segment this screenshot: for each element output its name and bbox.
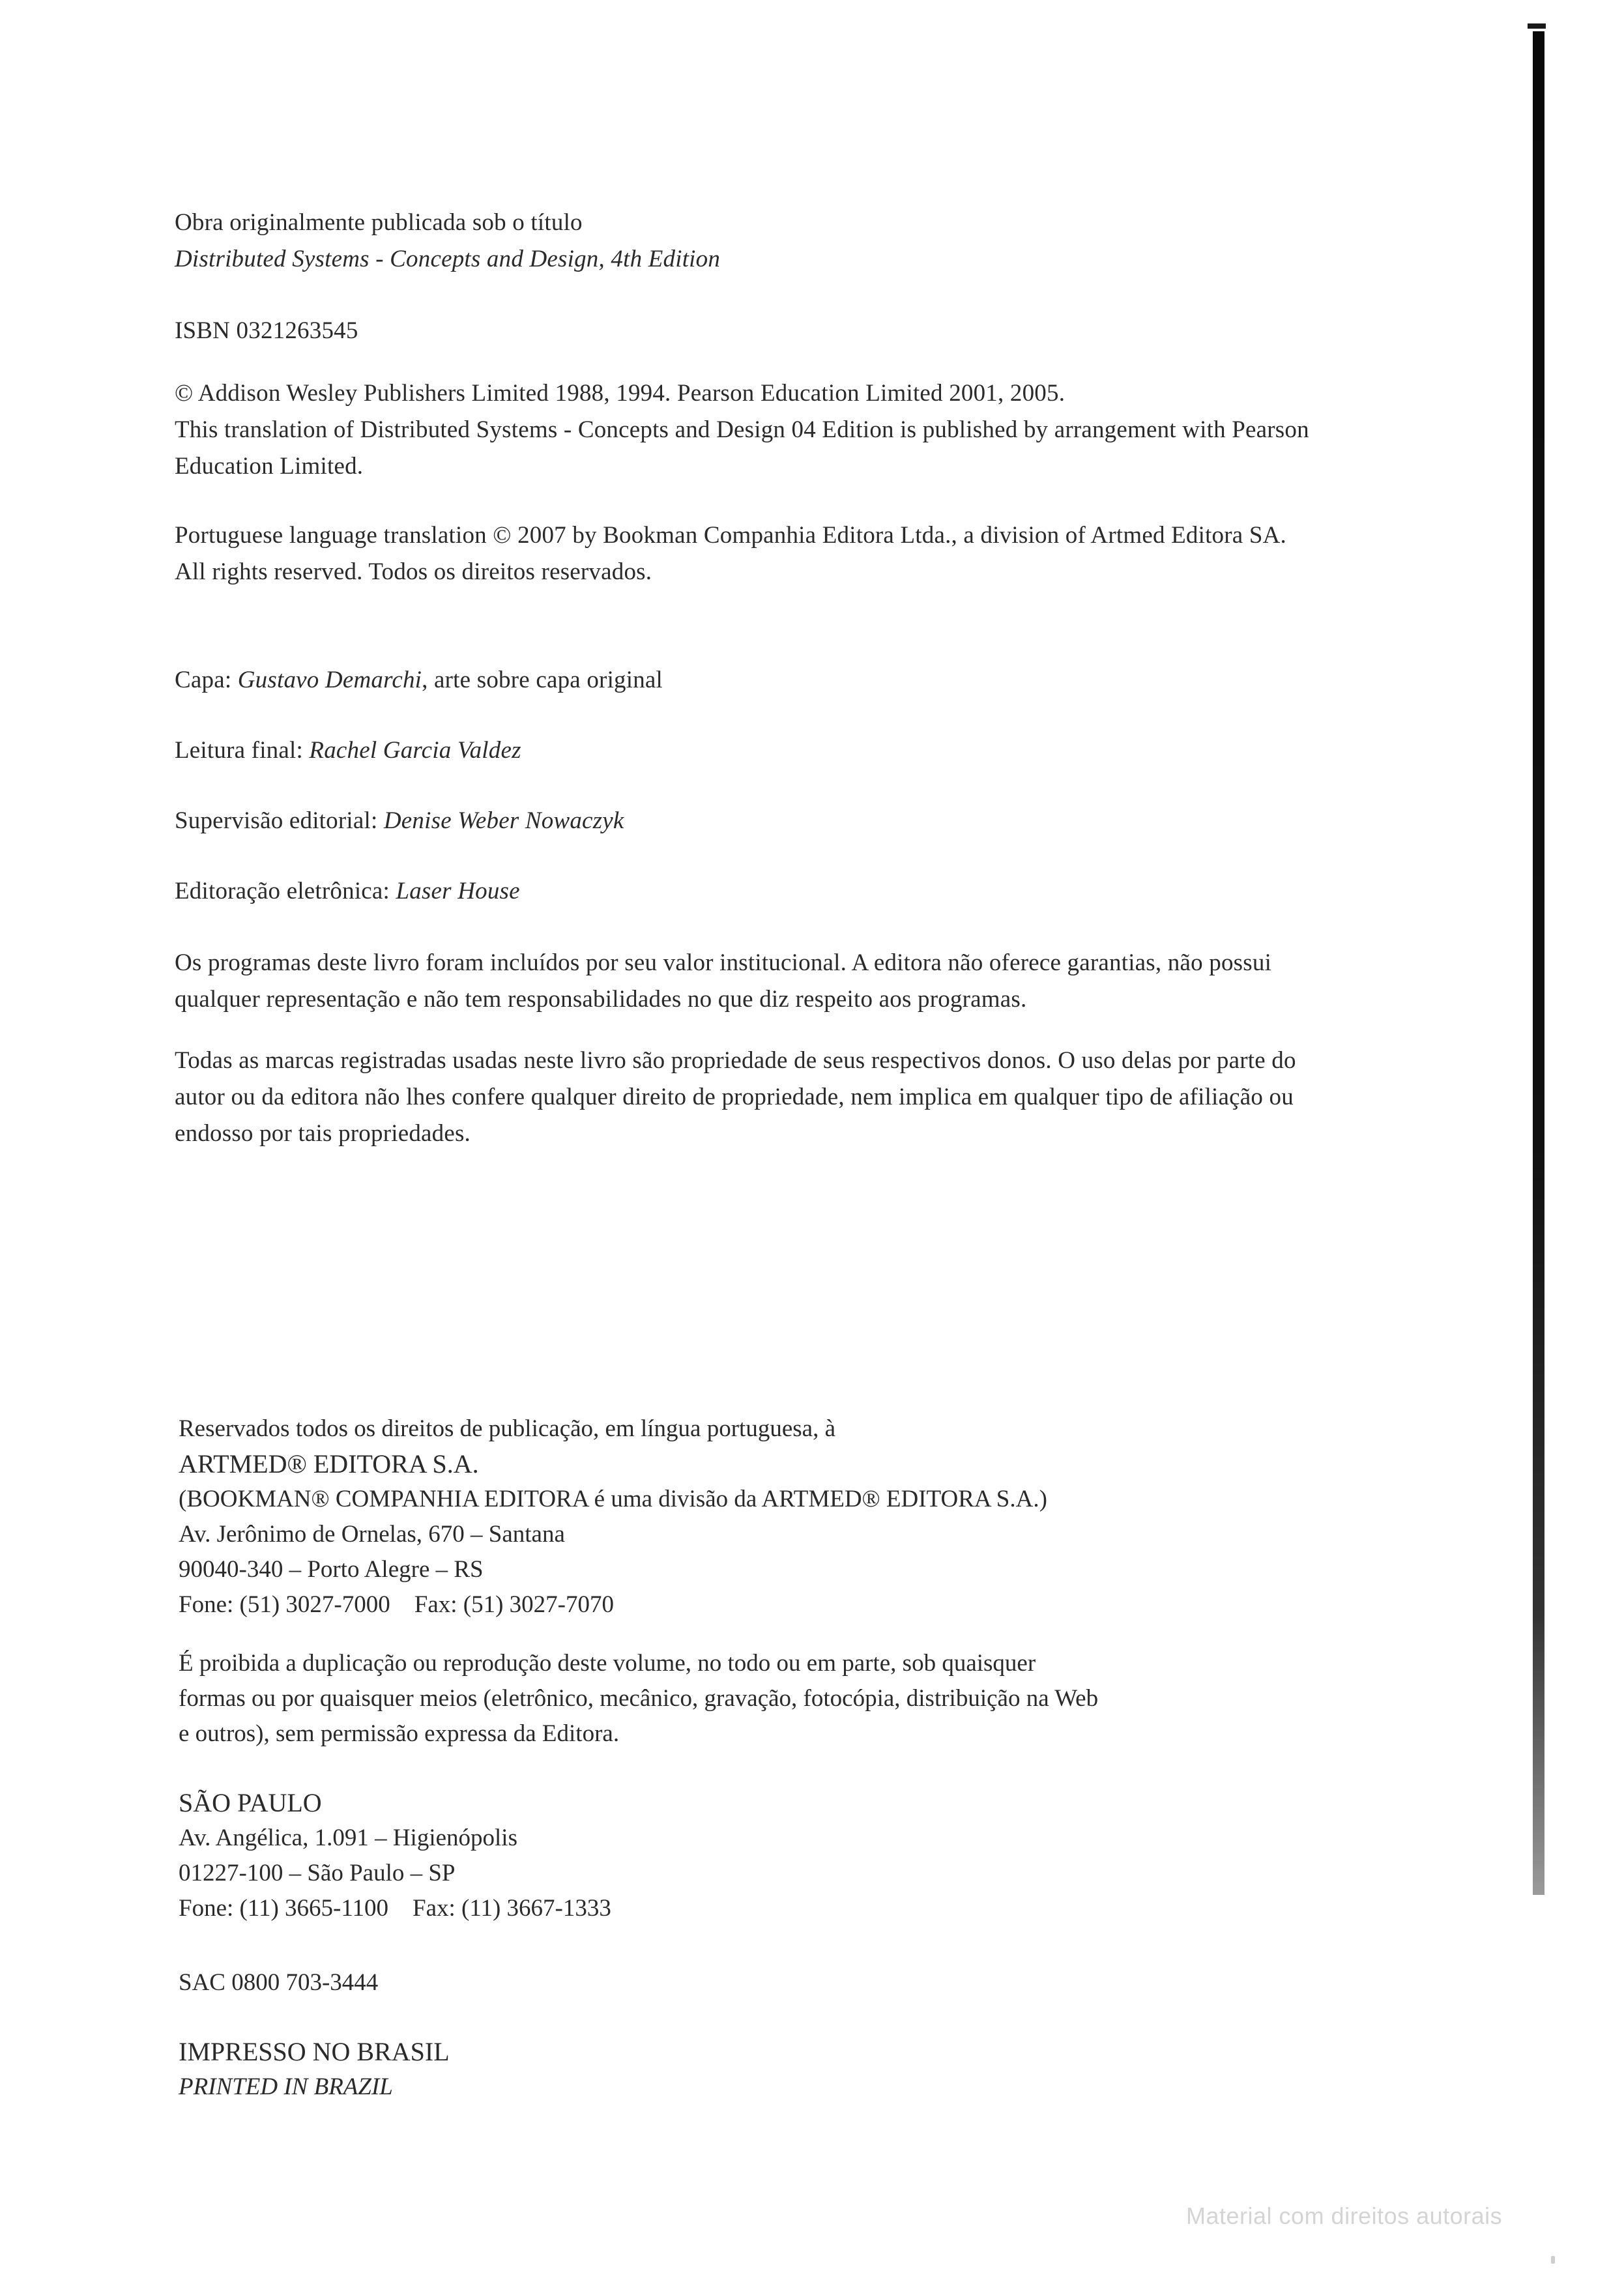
trademarks-block xyxy=(175,1043,1517,1152)
sao-paulo-line-3: 01227-100 – São Paulo – SP xyxy=(179,1860,456,1886)
original-title-name: Distributed Systems - Concepts and Design, 4th Edition xyxy=(175,246,721,272)
publisher-line-6: Fone: (51) 3027-7000 Fax: (51) 3027-7070 xyxy=(179,1591,614,1618)
credit-leitura-name: Rachel Garcia Valdez xyxy=(309,737,521,764)
copyright-line-2: This translation of Distributed Systems - Concepts and Design 04 Edition is published by arrangement with Pearson xyxy=(175,416,1309,443)
prohibition-line-1: É proibida a duplicação ou reprodução deste volume, no todo ou em parte, sob quaisquer xyxy=(179,1650,1036,1677)
original-title-block xyxy=(175,205,1517,278)
trademarks-line-1: Todas as marcas registradas usadas neste livro são propriedade de seus respectivos donos. O uso delas por parte do xyxy=(175,1047,1296,1074)
credit-supervisao-label: Supervisão editorial: xyxy=(175,807,384,834)
copyright-line-1: © Addison Wesley Publishers Limited 1988, 1994. Pearson Education Limited 2001, 2005. xyxy=(175,380,1066,407)
isbn: ISBN 0321263545 xyxy=(175,317,358,344)
credit-capa xyxy=(175,662,1517,699)
translation-line-1: Portuguese language translation © 2007 by Bookman Companhia Editora Ltda., a division of Artmed Editora SA. xyxy=(175,522,1287,549)
publisher-line-1: Reservados todos os direitos de publicação, em língua portuguesa, à xyxy=(179,1415,835,1442)
printed-line-1: IMPRESSO NO BRASIL xyxy=(179,2037,450,2066)
publisher-line-4: Av. Jerônimo de Ornelas, 670 – Santana xyxy=(179,1521,565,1548)
sao-paulo-line-2: Av. Angélica, 1.091 – Higienópolis xyxy=(179,1825,517,1851)
credit-editoracao-label: Editoração eletrônica: xyxy=(175,878,396,904)
copyright-watermark: Material com direitos autorais xyxy=(1186,2202,1503,2229)
sac-block xyxy=(179,1965,1352,2000)
credit-capa-label: Capa: xyxy=(175,667,238,693)
credit-capa-rest: , arte sobre capa original xyxy=(422,667,663,693)
publisher-block xyxy=(179,1411,1352,1623)
credit-leitura xyxy=(175,732,1517,769)
credit-capa-name: Gustavo Demarchi xyxy=(237,667,422,693)
copyright-block xyxy=(175,375,1517,485)
translation-line-2: All rights reserved. Todos os direitos reservados. xyxy=(175,558,652,585)
credit-leitura-label: Leitura final: xyxy=(175,737,310,764)
sao-paulo-line-4: Fone: (11) 3665-1100 Fax: (11) 3667-1333 xyxy=(179,1895,611,1922)
isbn-block xyxy=(175,313,1517,349)
prohibition-line-2: formas ou por quaisquer meios (eletrônico, mecânico, gravação, fotocópia, distribuição na Web xyxy=(179,1685,1099,1712)
publisher-line-3: (BOOKMAN® COMPANHIA EDITORA é uma divisão da ARTMED® EDITORA S.A.) xyxy=(179,1486,1047,1512)
printed-line-2: PRINTED IN BRAZIL xyxy=(179,2073,393,2100)
original-title-label: Obra originalmente publicada sob o título xyxy=(175,209,583,236)
trademarks-line-2: autor ou da editora não lhes confere qualquer direito de propriedade, nem implica em qualquer tipo de afiliação ou xyxy=(175,1084,1294,1110)
scan-edge-bar xyxy=(1533,31,1544,1895)
disclaimer-line-1: Os programas deste livro foram incluídos por seu valor institucional. A editora não oferece garantias, não possui xyxy=(175,949,1272,976)
prohibition-block xyxy=(179,1646,1352,1752)
publisher-line-2: ARTMED® EDITORA S.A. xyxy=(179,1449,479,1479)
sao-paulo-line-1: SÃO PAULO xyxy=(179,1788,322,1817)
sao-paulo-block xyxy=(179,1785,1352,1926)
translation-block xyxy=(175,517,1517,590)
credit-editoracao xyxy=(175,873,1517,910)
trademarks-line-3: endosso por tais propriedades. xyxy=(175,1120,471,1147)
scan-speck xyxy=(1551,2256,1555,2264)
prohibition-line-3: e outros), sem permissão expressa da Editora. xyxy=(179,1720,620,1747)
sac: SAC 0800 703-3444 xyxy=(179,1969,379,1996)
copyright-line-3: Education Limited. xyxy=(175,453,364,480)
publisher-line-5: 90040-340 – Porto Alegre – RS xyxy=(179,1556,484,1583)
credit-editoracao-name: Laser House xyxy=(396,878,520,904)
credit-supervisao xyxy=(175,803,1517,839)
printed-block xyxy=(179,2034,1352,2105)
scan-edge-mark xyxy=(1528,23,1546,29)
credit-supervisao-name: Denise Weber Nowaczyk xyxy=(383,807,624,834)
disclaimer-line-2: qualquer representação e não tem responsabilidades no que diz respeito aos programas. xyxy=(175,986,1027,1013)
disclaimer-block xyxy=(175,945,1517,1018)
